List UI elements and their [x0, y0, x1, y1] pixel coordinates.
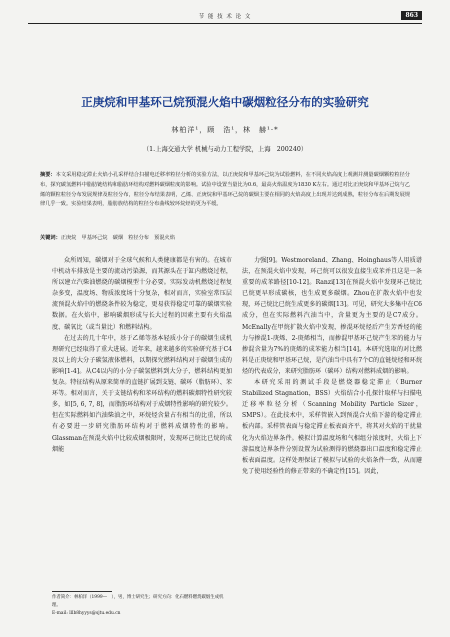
body-column-right [242, 255, 422, 477]
footnote [52, 594, 232, 618]
abstract [40, 171, 410, 210]
paragraph: 在过去的几十年中，基于乙烯等基本轻质小分子的碳烟生成机理研究已经取得了重大进展。近年来，越来越多的实验研究基于C4及以上的大分子碳氢液体燃料，以期探究燃料结构对于碳烟生成的影响[1-4]。从C4以内的小分子碳氢燃料到大分子，燃料结构更加复杂。特征结构从原来简单的直链扩展到支链、碳环（脂肪环）、苯环等。相对而言，关于支链结构和苯环结构的燃料碳烟特性研究较多，如[5, 6, 7, 8]，而脂肪环结构对于成烟特性影响的研究较少。但在实际燃料如汽油柴油之中，环烷烃含量占有相当的比重，所以有必要进一步研究脂肪环结构对于燃料成烟特性的影响。Glassman在预混火焰中比较成烟极限时，发现环己烷比已烷的成烟能 [52, 334, 232, 453]
keywords-label: 关键词： [40, 235, 61, 241]
page-number: 863 [401, 11, 422, 20]
abstract-text: 本文采用稳定滞止火焰小孔采样结合扫描电迁移率粒径分析的实验方法，以正庚烷和甲基环己烷为试验燃料，在不同火焰高度上观测并测量碳烟颗粒粒径分布，探究碳氢燃料中脂肪链结构和脂肪环结构对燃料碳烟粒度的影响。试验中设置当量比为0.6，最高火焰温度为1830 K左右。通过对比正庚烷和甲基环己烷与乙烯的颗粒粒径分布发展规律及粒径分布，粒径分布结果表明，乙烯、正庚烷和甲基环己烷的碳烟主要在相同的火焰高度上出现并达到成熟，粒径分布在后期发展规律几乎一致。实验结果表明，脂肪族结构的粒径分布曲线较环烷烃的更为平缓。 [40, 172, 410, 208]
abstract-label: 摘要： [40, 172, 56, 178]
journal-name: 节 能 技 术 论 文 [198, 14, 252, 20]
paragraph: 众所周知，碳烟对于全球气候和人类健康都是有害的。在城市中机动车排放是主要的流动污染源，而其源头在于缸内燃烧过程，所以建立汽柴油燃烧的碳烟模型十分必要。实际发动机燃烧过程复杂多变，温度场、物质浓度场十分复杂，相对而言，实验室常压层流预混火焰中的燃烧条件较为稳定，更易获得稳定可靠的碳烟实验数据。在火焰中，影响碳烟形成与长大过程的因素主要有火焰温度、碳氧比（或当量比）和燃料结构。 [52, 257, 232, 331]
body-column-left [52, 255, 232, 455]
footnote-divider [52, 591, 112, 592]
paragraph: 力强[9]。Westmoreland、Zhang、Hoinghaus等人用质谱法，在预混火焰中发现，环己烷可以很发直接生成苯并且这是一条重要的成苯路径[10-12]。Ranzi[13]在预混火焰中发现环己烷比已烷更早形成碳核，也生成更多碳烟。Zhou在扩散火焰中也发现，环己烷比已烷生成更多的碳烟[13]。可见，研究大多集中在C6成分，但在实际燃料汽油当中，含量更为主要的是C7成分。McEnally在甲烷扩散火焰中发现，掺混环烷烃后产生芳香烃的能力与掺混1-庚烯、2-庚烯相当，而掺混甲基环己烷产生苯的能力与掺混含量为7%的庚烯的成苯能力相当[14]。本研究选取的对比燃料是正庚烷和甲基环己烷，是汽油当中具有7个C的直链烷烃和环烷烃的代表成分，来研究脂肪环（碳环）结构对燃料成烟的影响。 [242, 257, 422, 375]
running-header [28, 9, 422, 24]
author-email: E-mail: lllb8hyyys@sjtu.edu.cn [52, 611, 121, 616]
keywords-text: 正庚烷 甲基环己烷 碳烟 粒径分布 预混火焰 [60, 235, 175, 241]
author-bio: 作者简介：林柏洋（1999— ），男，博士研究生；研究方向：化石燃料燃烧碳烟生成机理。 [52, 595, 224, 608]
paragraph: 本研究采用的测试手段是燃烧器稳定滞止（Burner Stabilized Stagnation，BSS）火焰结合小孔探针取样与扫描电迁移率粒径分析（Scanning Mobility Particle Sizer，SMPS）。在此技术中，采样管嵌入到预混合火焰下游的稳定滞止板内部。采样管表面与稳定滞止板表面齐平，将其对火焰的干扰量化为火焰边界条件。模拟计算温度场和气相组分浓度时，火焰上下游温度边界条件分别设置为试验测得的燃烧器出口温度和稳定滞止板表面温度。这样处理保证了模拟与试验的火焰条件一致，从而避免了使用经验性的修正带来的不确定性[15]。因此， [242, 379, 422, 475]
article-title: 正庚烷和甲基环己烷预混火焰中碳烟粒径分布的实验研究 [81, 95, 369, 109]
affiliation: （1.上海交通大学 机械与动力工程学院，上海 200240） [142, 146, 308, 153]
keywords [40, 234, 410, 241]
author-list: 林柏洋¹，顾 浩¹，林 赫¹·* [171, 126, 279, 134]
